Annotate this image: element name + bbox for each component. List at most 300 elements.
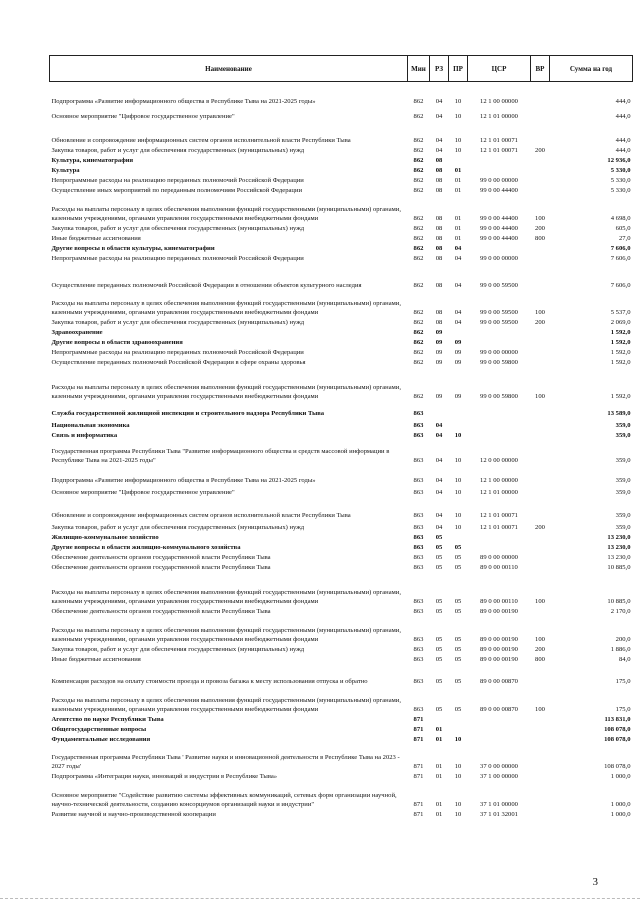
cell-vr: 100	[535, 214, 545, 222]
cell-vr	[531, 465, 550, 485]
cell-sum: 10 885,0	[607, 597, 631, 605]
cell-sum: 13 230,0	[607, 543, 631, 551]
cell-name: Общегосударственные вопросы	[51, 725, 147, 733]
cell-min: 862	[413, 176, 424, 184]
cell-vr	[531, 809, 550, 819]
cell-min: 863	[413, 553, 424, 561]
cell-min: 871	[413, 772, 424, 780]
cell-min: 871	[413, 725, 424, 733]
cell-rz: 09	[435, 358, 443, 366]
cell-vr	[531, 401, 550, 418]
cell-vr	[531, 253, 550, 263]
cell-csr: 89 0 00 00190	[480, 655, 518, 663]
table-row	[50, 616, 633, 644]
cell-sum: 200,0	[615, 635, 631, 643]
table-row	[50, 367, 633, 401]
table-row	[50, 532, 633, 542]
cell-pr	[449, 401, 468, 418]
cell-sum: 359,0	[615, 523, 631, 531]
cell-pr: 05	[454, 543, 462, 551]
cell-rz: 05	[435, 607, 443, 615]
cell-vr	[531, 337, 550, 347]
cell-sum: 359,0	[615, 488, 631, 496]
cell-name: Непрограммные расходы на реализацию переданных полномочий Российской Федерации	[51, 254, 304, 262]
cell-csr	[468, 532, 531, 542]
table-row	[50, 243, 633, 253]
cell-rz: 05	[435, 677, 443, 685]
cell-min: 863	[413, 533, 424, 541]
cell-rz: 04	[435, 476, 443, 484]
cell-vr	[531, 155, 550, 165]
cell-sum: 7 606,0	[610, 281, 631, 289]
cell-name: Государственная программа Республики Тыва "Развитие информационного общества и средств массовой информации в Республике Тыва на 2021-2025 годы"	[51, 448, 390, 464]
cell-sum: 359,0	[615, 431, 631, 439]
cell-name: Закупка товаров, работ и услуг для обеспечения государственных (муниципальных) нужд	[51, 146, 305, 154]
cell-rz: 05	[435, 705, 443, 713]
cell-rz: 04	[435, 136, 443, 144]
table-row	[50, 233, 633, 243]
cell-name: Расходы на выплаты персоналу в целях обеспечения выполнения функций государственными (муниципальными) органами, казенными учреждениями, органами управления государственными внебюджетными фондами	[51, 697, 401, 713]
cell-sum: 13 230,0	[607, 533, 631, 541]
cell-pr	[449, 327, 468, 337]
cell-csr: 12 1 01 00071	[480, 523, 518, 531]
cell-rz: 01	[435, 735, 443, 743]
cell-pr: 01	[454, 176, 462, 184]
cell-min: 863	[413, 523, 424, 531]
cell-name: Расходы на выплаты персоналу в целях обеспечения выполнения функций государственными (муниципальными) органами, казенными учреждениями, органами управления государственными внебюджетными фондами	[51, 384, 401, 400]
cell-csr: 12 1 01 00071	[480, 511, 518, 519]
cell-rz: 08	[435, 186, 443, 194]
table-row	[50, 771, 633, 781]
table-row	[50, 317, 633, 327]
cell-rz: 08	[435, 166, 443, 174]
cell-sum: 605,0	[615, 224, 631, 232]
cell-sum: 5 330,0	[610, 166, 631, 174]
cell-csr: 89 0 00 00190	[480, 635, 518, 643]
cell-rz: 08	[435, 234, 443, 242]
cell-pr: 10	[454, 456, 462, 464]
table-row	[50, 223, 633, 233]
cell-name: Обновление и сопровождение информационных систем органов исполнительной власти Республики Тыва	[51, 136, 351, 144]
cell-pr: 04	[454, 318, 462, 326]
cell-sum: 444,0	[615, 146, 631, 154]
cell-pr: 09	[454, 338, 462, 346]
cell-rz: 08	[435, 281, 443, 289]
cell-csr	[468, 714, 531, 724]
table-row	[50, 485, 633, 497]
table-row	[50, 606, 633, 616]
cell-rz: 01	[435, 772, 443, 780]
cell-rz: 05	[435, 645, 443, 653]
cell-name: Закупка товаров, работ и услуг для обеспечения государственных (муниципальных) нужд	[51, 523, 305, 531]
cell-pr: 01	[454, 224, 462, 232]
cell-pr: 10	[454, 735, 462, 743]
cell-min: 863	[413, 645, 424, 653]
cell-min: 863	[413, 543, 424, 551]
cell-pr: 05	[454, 645, 462, 653]
cell-min: 862	[413, 156, 424, 164]
table-row	[50, 145, 633, 155]
cell-vr	[531, 82, 550, 107]
cell-sum: 13 230,0	[607, 553, 631, 561]
header-rz: РЗ	[430, 56, 449, 82]
cell-name: Расходы на выплаты персоналу в целях обеспечения выполнения функций государственными (муниципальными) органами, казенными учреждениями, органами управления государственными внебюджетными фондами	[51, 627, 401, 643]
cell-vr	[531, 552, 550, 562]
cell-rz: 09	[435, 338, 443, 346]
cell-name: Расходы на выплаты персоналу в целях обеспечения выполнения функций государственными (муниципальными) органами, казенными учреждениями, органами управления государственными внебюджетными фондами	[51, 589, 401, 605]
table-row	[50, 195, 633, 223]
cell-sum: 4 698,0	[610, 214, 631, 222]
cell-sum: 444,0	[615, 136, 631, 144]
cell-sum: 1 000,0	[610, 800, 631, 808]
cell-pr: 05	[454, 597, 462, 605]
cell-pr: 10	[454, 488, 462, 496]
cell-pr: 10	[454, 476, 462, 484]
cell-rz: 05	[435, 597, 443, 605]
cell-name: Основное мероприятие "Цифровое государственное управление"	[51, 112, 235, 120]
cell-name: Жилищно-коммунальное хозяйство	[51, 533, 159, 541]
cell-vr: 200	[535, 224, 545, 232]
cell-sum: 1 592,0	[610, 338, 631, 346]
cell-min: 862	[413, 234, 424, 242]
cell-min: 871	[413, 735, 424, 743]
cell-rz: 01	[435, 725, 443, 733]
cell-rz: 08	[435, 214, 443, 222]
cell-csr: 12 0 00 00000	[480, 456, 518, 464]
cell-name: Иные бюджетные ассигнования	[51, 655, 141, 663]
cell-csr	[468, 401, 531, 418]
cell-min: 862	[413, 348, 424, 356]
cell-rz: 08	[435, 244, 443, 252]
table-row	[50, 465, 633, 485]
cell-csr	[468, 337, 531, 347]
cell-pr: 10	[454, 772, 462, 780]
cell-csr: 89 0 00 00000	[480, 553, 518, 561]
cell-vr: 100	[535, 705, 545, 713]
cell-pr	[449, 532, 468, 542]
cell-min: 862	[413, 338, 424, 346]
cell-min: 863	[413, 677, 424, 685]
cell-pr: 10	[454, 810, 462, 818]
cell-rz: 09	[435, 392, 443, 400]
cell-sum: 27,0	[618, 234, 631, 242]
cell-pr: 05	[454, 655, 462, 663]
cell-min: 862	[413, 328, 424, 336]
cell-name: Агентство по науке Республики Тыва	[51, 715, 164, 723]
cell-rz: 04	[435, 146, 443, 154]
cell-csr: 89 0 00 00870	[480, 677, 518, 685]
cell-csr: 99 0 00 59800	[480, 358, 518, 366]
cell-sum: 1 592,0	[610, 392, 631, 400]
cell-min: 862	[413, 244, 424, 252]
cell-name: Другие вопросы в области здравоохранения	[51, 338, 183, 346]
table-row	[50, 664, 633, 686]
cell-min: 862	[413, 281, 424, 289]
cell-csr: 37 1 00 00000	[480, 772, 518, 780]
cell-vr	[531, 562, 550, 572]
cell-vr	[531, 485, 550, 497]
cell-pr: 05	[454, 635, 462, 643]
cell-vr	[531, 121, 550, 145]
cell-rz: 08	[435, 318, 443, 326]
cell-pr: 04	[454, 254, 462, 262]
cell-sum: 5 330,0	[610, 186, 631, 194]
cell-vr	[531, 606, 550, 616]
cell-name: Обновление и сопровождение информационных систем органов исполнительной власти Республики Тыва	[51, 511, 351, 519]
cell-csr: 89 0 00 00190	[480, 607, 518, 615]
cell-pr	[449, 714, 468, 724]
cell-sum: 2 170,0	[610, 607, 631, 615]
table-row	[50, 290, 633, 317]
table-row	[50, 337, 633, 347]
table-row	[50, 175, 633, 185]
header-pr: ПР	[449, 56, 468, 82]
cell-rz: 04	[435, 511, 443, 519]
cell-csr	[468, 165, 531, 175]
cell-pr: 10	[454, 136, 462, 144]
table-row	[50, 327, 633, 337]
budget-table	[49, 55, 633, 819]
cell-vr	[531, 497, 550, 520]
cell-min: 863	[413, 488, 424, 496]
cell-pr: 04	[454, 244, 462, 252]
cell-name: Закупка товаров, работ и услуг для обеспечения государственных (муниципальных) нужд	[51, 224, 305, 232]
table-row	[50, 781, 633, 809]
cell-rz: 09	[435, 348, 443, 356]
cell-sum: 1 592,0	[610, 328, 631, 336]
cell-rz: 04	[435, 488, 443, 496]
cell-pr	[449, 724, 468, 734]
cell-sum: 359,0	[615, 456, 631, 464]
cell-name: Развитие научной и научно-производственной кооперации	[51, 810, 216, 818]
table-row	[50, 253, 633, 263]
cell-pr	[449, 418, 468, 430]
cell-min: 862	[413, 308, 424, 316]
cell-csr: 99 0 00 59500	[480, 318, 518, 326]
cell-vr	[531, 664, 550, 686]
cell-rz: 05	[435, 533, 443, 541]
cell-vr	[531, 440, 550, 465]
cell-min: 863	[413, 456, 424, 464]
cell-csr: 89 0 00 00110	[480, 563, 518, 571]
cell-name: Основное мероприятие "Цифровое государственное управление"	[51, 488, 235, 496]
cell-csr: 99 0 00 59800	[480, 392, 518, 400]
cell-name: Обеспечение деятельности органов государственной власти Республики Тыва	[51, 553, 271, 561]
cell-vr	[531, 327, 550, 337]
table-body	[50, 82, 633, 820]
cell-min: 863	[413, 476, 424, 484]
cell-rz: 01	[435, 762, 443, 770]
cell-csr: 12 1 01 00000	[480, 112, 518, 120]
cell-min: 862	[413, 224, 424, 232]
cell-pr: 01	[454, 166, 462, 174]
cell-rz	[430, 401, 449, 418]
cell-name: Здравоохранение	[51, 328, 103, 336]
cell-pr: 01	[454, 234, 462, 242]
cell-rz: 08	[435, 308, 443, 316]
cell-rz: 08	[435, 176, 443, 184]
cell-csr: 99 0 00 44400	[480, 224, 518, 232]
table-row	[50, 714, 633, 724]
cell-pr: 01	[454, 186, 462, 194]
cell-name: Культура, кинематография	[51, 156, 134, 164]
cell-min: 863	[413, 511, 424, 519]
cell-sum: 12 936,0	[607, 156, 631, 164]
cell-pr: 10	[454, 762, 462, 770]
cell-csr: 89 0 00 00110	[480, 597, 518, 605]
cell-rz: 05	[435, 553, 443, 561]
cell-min: 862	[413, 97, 424, 105]
table-header-row	[50, 56, 633, 82]
cell-sum: 1 000,0	[610, 772, 631, 780]
cell-sum: 359,0	[615, 511, 631, 519]
cell-csr	[468, 724, 531, 734]
cell-sum: 10 885,0	[607, 563, 631, 571]
cell-vr	[531, 724, 550, 734]
cell-vr	[531, 175, 550, 185]
cell-name: Другие вопросы в области жилищно-коммунального хозяйства	[51, 543, 241, 551]
table-row	[50, 744, 633, 771]
cell-min: 871	[413, 715, 424, 723]
cell-sum: 5 537,0	[610, 308, 631, 316]
cell-vr: 200	[535, 318, 545, 326]
table-row	[50, 520, 633, 532]
table-row	[50, 155, 633, 165]
cell-csr: 99 0 00 00000	[480, 176, 518, 184]
cell-name: Государственная программа Республики Тыва ' Развитие науки и инновационной деятельности в Республике Тыва на 2023 - 2027 годы'	[51, 754, 400, 770]
cell-sum: 1 592,0	[610, 358, 631, 366]
cell-vr	[531, 744, 550, 771]
table-row	[50, 724, 633, 734]
cell-rz: 04	[435, 431, 443, 439]
cell-pr: 05	[454, 705, 462, 713]
cell-vr	[531, 714, 550, 724]
cell-min: 871	[413, 800, 424, 808]
cell-csr: 99 0 00 44400	[480, 234, 518, 242]
cell-sum: 7 606,0	[610, 244, 631, 252]
cell-vr: 200	[535, 146, 545, 154]
table-row	[50, 401, 633, 418]
cell-sum: 1 886,0	[610, 645, 631, 653]
cell-name: Непрограммные расходы на реализацию переданных полномочий Российской Федерации	[51, 176, 304, 184]
cell-name: Осуществление переданных полномочий Российской Федерации в сфере охраны здоровья	[51, 358, 306, 366]
cell-min: 863	[413, 597, 424, 605]
cell-pr: 10	[454, 97, 462, 105]
cell-csr	[468, 243, 531, 253]
table-row	[50, 106, 633, 121]
cell-name: Основное мероприятие "Содействие развитию системы эффективных коммуникаций, сетевых форм организации научной, научно-технической деятельности, созданию консорциумов организаций науки и индустрии"	[51, 792, 397, 808]
cell-min: 862	[413, 112, 424, 120]
scan-edge-divider	[0, 898, 640, 899]
cell-csr: 99 0 00 00000	[480, 254, 518, 262]
cell-pr: 04	[454, 308, 462, 316]
cell-vr	[531, 430, 550, 440]
cell-sum: 108 078,0	[604, 762, 631, 770]
cell-sum: 108 078,0	[604, 725, 631, 733]
header-sum: Сумма на год	[550, 56, 633, 82]
cell-vr: 100	[535, 392, 545, 400]
cell-rz: 04	[435, 523, 443, 531]
cell-pr: 10	[454, 800, 462, 808]
cell-csr	[468, 418, 531, 430]
cell-rz: 08	[435, 156, 443, 164]
cell-vr: 800	[535, 655, 545, 663]
cell-rz: 04	[435, 112, 443, 120]
cell-min: 862	[413, 358, 424, 366]
table-row	[50, 82, 633, 107]
cell-csr	[468, 155, 531, 165]
cell-pr: 10	[454, 146, 462, 154]
cell-pr: 10	[454, 523, 462, 531]
table-row	[50, 497, 633, 520]
cell-csr: 37 1 01 00000	[480, 800, 518, 808]
header-vr: ВР	[531, 56, 550, 82]
cell-name: Подпрограмма «Интеграция науки, инноваций и индустрии в Республике Тыва»	[51, 772, 278, 780]
cell-sum: 2 069,0	[610, 318, 631, 326]
table-row	[50, 562, 633, 572]
cell-vr	[531, 781, 550, 809]
cell-min: 863	[413, 409, 424, 417]
cell-vr	[531, 263, 550, 290]
cell-csr: 12 1 00 00000	[480, 97, 518, 105]
table-row	[50, 357, 633, 367]
cell-vr	[531, 734, 550, 744]
cell-sum: 13 589,0	[607, 409, 631, 417]
cell-name: Расходы на выплаты персоналу в целях обеспечения выполнения функций государственными (муниципальными) органами, казенными учреждениями, органами управления государственными внебюджетными фондами	[51, 300, 401, 316]
cell-csr: 37 0 00 00000	[480, 762, 518, 770]
cell-min: 862	[413, 254, 424, 262]
cell-rz: 04	[435, 456, 443, 464]
cell-vr: 100	[535, 635, 545, 643]
cell-min: 871	[413, 762, 424, 770]
cell-csr: 99 0 00 00000	[480, 348, 518, 356]
cell-csr: 12 1 01 00000	[480, 488, 518, 496]
cell-sum: 444,0	[615, 97, 631, 105]
table-row	[50, 121, 633, 145]
cell-vr	[531, 165, 550, 175]
cell-sum: 175,0	[615, 705, 631, 713]
cell-pr: 04	[454, 281, 462, 289]
cell-vr: 100	[535, 308, 545, 316]
cell-min: 871	[413, 810, 424, 818]
table-row	[50, 165, 633, 175]
cell-pr: 09	[454, 348, 462, 356]
cell-name: Закупка товаров, работ и услуг для обеспечения государственных (муниципальных) нужд	[51, 318, 305, 326]
cell-name: Фундаментальные исследования	[51, 735, 151, 743]
cell-name: Обеспечение деятельности органов государственной власти Республики Тыва	[51, 563, 271, 571]
cell-csr	[468, 327, 531, 337]
header-min: Мин	[408, 56, 430, 82]
cell-rz: 09	[435, 328, 443, 336]
table-row	[50, 572, 633, 606]
table-row	[50, 686, 633, 714]
cell-vr: 100	[535, 597, 545, 605]
table-row	[50, 440, 633, 465]
cell-pr: 05	[454, 607, 462, 615]
cell-min: 862	[413, 318, 424, 326]
cell-sum: 5 330,0	[610, 176, 631, 184]
cell-pr: 09	[454, 358, 462, 366]
cell-sum: 175,0	[615, 677, 631, 685]
table-row	[50, 809, 633, 819]
cell-vr	[531, 106, 550, 121]
cell-name: Культура	[51, 166, 80, 174]
table-row	[50, 347, 633, 357]
cell-rz: 01	[435, 810, 443, 818]
cell-sum: 1 592,0	[610, 348, 631, 356]
cell-rz: 05	[435, 543, 443, 551]
cell-min: 863	[413, 421, 424, 429]
